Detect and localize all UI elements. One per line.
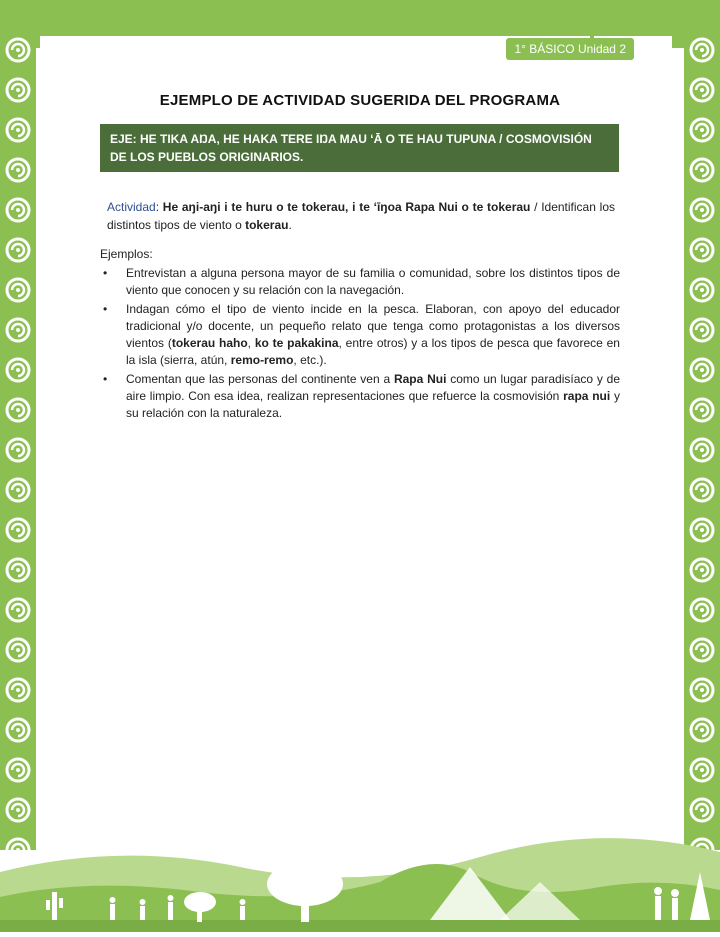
example-3-part: Comentan que las personas del continente ven a [126, 372, 394, 386]
example-3-part: como un lugar paradisíaco y de aire limpio. Con esa idea, realizan representaciones que refuerce la cosmovisión [126, 372, 620, 403]
example-2-part: , etc.). [293, 353, 327, 367]
list-item [100, 265, 620, 299]
bullet-icon: • [103, 302, 108, 316]
example-2-part: , [247, 336, 255, 350]
axis-heading-box [100, 124, 619, 172]
bullet-icon: • [103, 266, 108, 280]
examples-list [100, 265, 620, 422]
examples-heading: Ejemplos: [100, 247, 153, 261]
list-item [100, 301, 620, 369]
bullet-icon: • [103, 372, 108, 386]
activity-label: Actividad [107, 200, 156, 214]
example-2-bold: tokerau haho [171, 336, 248, 350]
axis-heading-text: EJE: HE TIKA AŊA, HE HAKA TERE IŊA MAU ʻĀ O TE HAU TUPUNA / COSMOVISIÓN DE LOS PUEBLOS ORIGINARIOS. [110, 132, 592, 164]
top-band-cover [40, 0, 672, 36]
activity-title-rapanui: He aŋi-aŋi i te huru o te tokerau, i te ʻīŋoa Rapa Nui o te tokerau [162, 200, 531, 214]
unit-tag-connector [590, 20, 594, 40]
example-2-part: , entre otros) y a los tipos de pesca que favorece en la isla (sierra, atún, [126, 336, 620, 367]
activity-term: tokerau [245, 218, 289, 232]
examples-section [100, 246, 620, 424]
activity-separator: / Identifican los distintos tipos de viento o [107, 200, 615, 232]
example-2-bold: remo-remo [230, 353, 294, 367]
left-spiral-pattern-icon [0, 30, 36, 850]
unit-badge: 1° BÁSICO Unidad 2 [506, 38, 634, 60]
example-1-text: Entrevistan a alguna persona mayor de su familia o comunidad, sobre los distintos tipos de viento que conocen y su relación con la navegación. [126, 266, 620, 297]
example-2-bold: ko te pakakina [254, 336, 339, 350]
footer-landscape-illustration [0, 812, 720, 932]
left-border-pattern [0, 30, 36, 850]
example-3-bold: Rapa Nui [393, 372, 447, 386]
example-2-text [126, 302, 620, 367]
landscape-silhouette-icon [0, 812, 720, 932]
activity-end: . [288, 218, 292, 232]
activity-colon: : [155, 200, 163, 214]
example-3-text [126, 372, 620, 420]
page-title: EJEMPLO DE ACTIVIDAD SUGERIDA DEL PROGRAMA [159, 92, 561, 109]
right-spiral-pattern-icon [684, 30, 720, 850]
bird-silhouette-icon [370, 831, 407, 843]
list-item [100, 371, 620, 422]
example-3-part: y su relación con la naturaleza. [126, 389, 620, 420]
example-3-bold: rapa nui [563, 389, 611, 403]
activity-paragraph [107, 198, 615, 234]
right-border-pattern [684, 30, 720, 850]
example-2-part: Indagan cómo el tipo de viento incide en la pesca. Elaboran, con apoyo del educador tradicional y/o docente, un pequeño relato que tenga como protagonistas a los diversos vientos ( [126, 302, 620, 350]
